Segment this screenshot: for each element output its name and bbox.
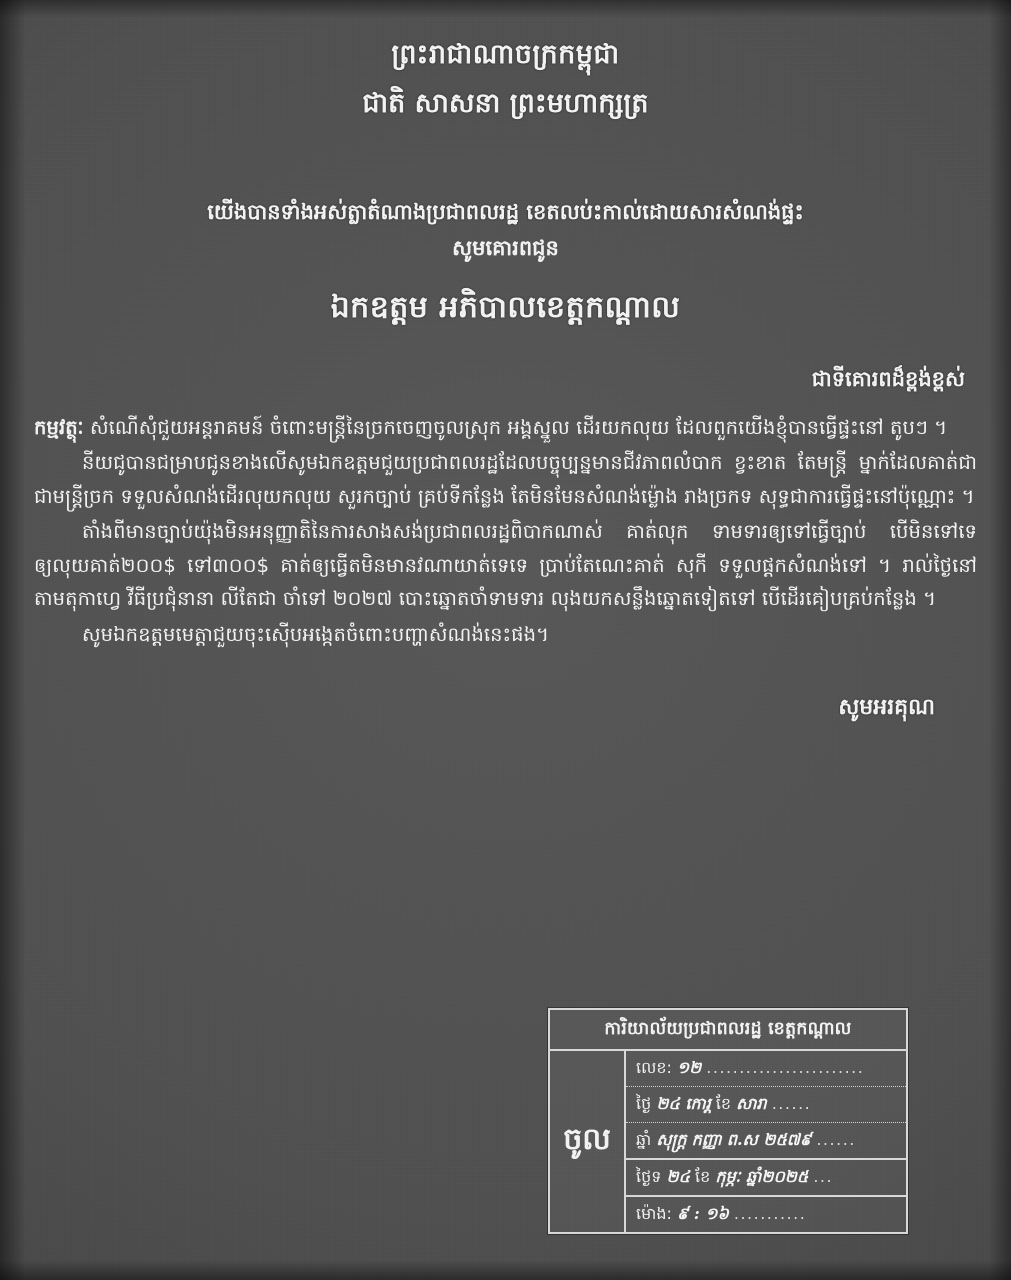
stamp-label-date-month: ខែ	[695, 1167, 711, 1186]
document-header-line2: ជាតិ សាសនា ព្រះមហាក្សត្រ	[362, 88, 649, 119]
stamp-dots-time: ...........	[733, 1204, 807, 1223]
document-honorific: ជាទីគោរពដ៏ខ្ពង់ខ្ពស់	[811, 366, 965, 391]
document-content	[34, 38, 977, 725]
stamp-value-month: សារា	[736, 1094, 767, 1113]
stamp-row-time	[626, 1197, 906, 1232]
stamp-label-year: ឆ្នាំ	[636, 1130, 652, 1149]
paragraph-3: តាំងពីមានច្បាប់យ៉ុងមិនអនុញ្ញាតិនៃការសាងសង់ប្រជាពលរដ្ឋពិបាកណាស់ គាត់លុក ទាមទារឲ្យទៅធ្វើច្បាប់ បើមិនទៅទេ ឲ្យលុយគាត់២០០$ ទៅ៣០០$ គាត់ឲ្យធ្វើតមិនមានវណាយាត់ទេទេ ប្រាប់តែណេះគាត់ សុកី ទទួលផ្ដកសំណង់ទៅ ។ រាល់ថ្ងៃនៅតាមតុកាហ្វេ វីធីប្រជុំនានា លីតែជា ចាំទៅ ២០២៧ បោះឆ្នោតចាំទាមទារ លុងយកសន្លឹងឆ្នោតទៀតទៅ បើដើរគៀបគ្រប់កន្លែង ។	[34, 520, 977, 611]
stamp-dots-date: ...	[813, 1167, 834, 1186]
stamp-value-number: ១២	[676, 1058, 702, 1077]
stamp-value-buddhist-year: ព.ស ២៥៧៩	[726, 1130, 812, 1149]
stamp-row-number	[626, 1051, 906, 1087]
paragraph-1-lead: កម្មវត្ថុៈ	[34, 415, 84, 439]
reception-stamp	[548, 1008, 908, 1234]
stamp-label-number: លេខ:	[636, 1058, 672, 1077]
stamp-row-day	[626, 1087, 906, 1123]
scan-edge-shadow-left	[0, 0, 26, 1280]
paragraph-1	[34, 411, 977, 445]
stamp-dots-day: ......	[771, 1094, 812, 1113]
scan-edge-shadow-bottom	[0, 1260, 1011, 1280]
document-closing: សូមអរគុណ	[838, 695, 935, 721]
stamp-value-year: សុក្រ្ត	[656, 1130, 687, 1149]
stamp-label-month: ខែ	[715, 1094, 732, 1113]
stamp-label-day: ថ្ងៃ	[636, 1094, 652, 1113]
reception-stamp-header: ការិយាល័យប្រជាពលរដ្ឋ ខេត្តកណ្ដាល	[550, 1010, 906, 1051]
stamp-dots-year: ......	[816, 1130, 856, 1149]
scan-edge-shadow-top	[0, 0, 1011, 18]
document-subject-line1: យើងបានទាំងអស់ត្លាតំណាងប្រជាពលរដ្ឋ ខេតលប់ះកាល់ដោយសារសំណង់ផ្ទះ	[207, 200, 804, 224]
document-header-line1: ព្រះរាជាណាចក្រកម្ពុជា	[391, 39, 620, 70]
reception-stamp-box	[548, 1008, 908, 1234]
stamp-value-time: ៩ : ១៦	[676, 1204, 729, 1223]
stamp-row-date	[626, 1160, 906, 1197]
stamp-value-date-month: កុម្ភៈ ឆ្នាំ២០២៥	[715, 1167, 809, 1186]
scan-edge-shadow-right	[989, 0, 1011, 1280]
reception-stamp-body	[550, 1051, 906, 1232]
stamp-value-day: ២៤ កោរ្ត	[656, 1094, 711, 1113]
stamp-dots-number: ........................	[706, 1058, 865, 1077]
paragraph-2: នីយជូបានជម្រាបជូនខាងលើសូមឯកឧត្តមជួយប្រជាពលរដ្ឋដែលបច្ចុប្បន្នមានជីវភាពលំបាក ខ្វះខាត តែមន្ត្រី ម្នាក់ដែលគាត់ជា ជាមន្ត្រីច្រក ទទួលសំណង់ដើរលុយកលុយ សួរកច្បាប់ គ្រប់ទីកន្លែង តែមិនមែនសំណង់ម្ល៉ោង រាងច្រកទ សុទ្ធជាការធ្វើផ្ទះនៅប៉ុណ្ណោះ ។	[34, 451, 977, 508]
reception-stamp-side-label: ចូល	[550, 1051, 626, 1232]
stamp-label-time: ម៉ោង:	[636, 1204, 672, 1223]
stamp-value-date: ២៤	[666, 1167, 690, 1186]
reception-stamp-fields	[626, 1051, 906, 1232]
document-addressee: ឯកឧត្តម អភិបាលខេត្តកណ្ដាល	[330, 289, 681, 325]
stamp-label-year2: កញ្ញា	[691, 1130, 722, 1149]
document-subject-line2: សូមគោរពជូន	[452, 235, 559, 260]
stamp-label-date: ថ្ងៃទ	[636, 1167, 662, 1186]
document-body	[34, 411, 977, 652]
paragraph-1-text: សំណើសុំជួយអន្តរាគមន៍ ចំពោះមន្ត្រីនៃច្រកចេញចូលស្រុក អង្គស្នួល ដើរយកលុយ ដែលពួកយើងខ្ញុំបានធ្វើផ្ទះនៅ តូបៗ ។	[83, 415, 948, 439]
paragraph-4: សូមឯកឧត្តមមេត្តាជួយចុះស៊ើបអង្កេតចំពោះបញ្ហាសំណង់នេះផង។	[82, 622, 550, 646]
stamp-row-year	[626, 1123, 906, 1160]
